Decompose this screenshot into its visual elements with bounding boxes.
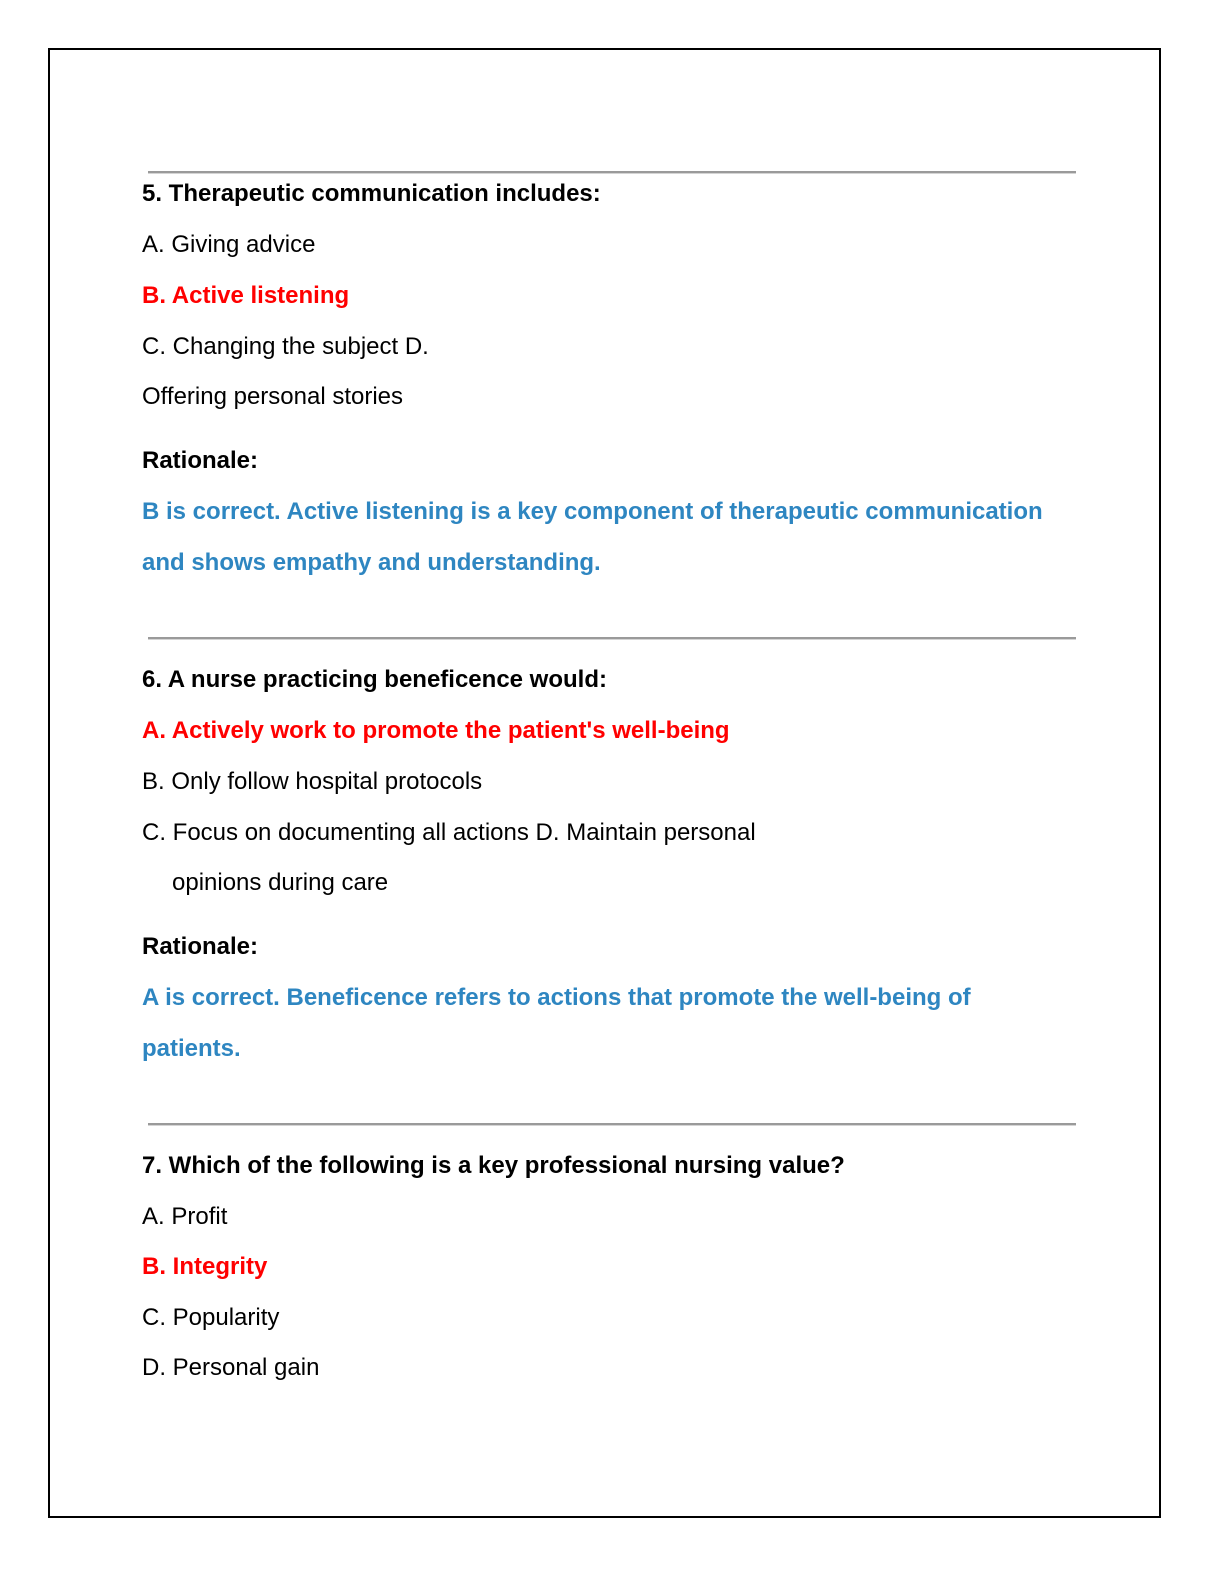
question-5-option-d: Offering personal stories (142, 383, 404, 410)
question-7-option-b-correct: B. Integrity (142, 1253, 268, 1280)
section-divider (148, 637, 1076, 640)
question-7-option-a: A. Profit (142, 1203, 228, 1230)
question-6-option-c: C. Focus on documenting all actions D. Maintain personal (142, 819, 756, 846)
question-7-title: 7. Which of the following is a key professional nursing value? (142, 1152, 845, 1179)
question-6-rationale-label: Rationale: (142, 933, 259, 960)
question-5-rationale-line-2: and shows empathy and understanding. (142, 549, 601, 576)
question-6-option-a-correct: A. Actively work to promote the patient's well-being (142, 717, 730, 744)
question-5-rationale-label: Rationale: (142, 447, 259, 474)
question-5-title: 5. Therapeutic communication includes: (142, 180, 601, 207)
question-6-title: 6. A nurse practicing beneficence would: (142, 666, 607, 693)
question-7-option-d: D. Personal gain (142, 1354, 320, 1381)
question-5-option-c: C. Changing the subject D. (142, 333, 429, 360)
section-divider (148, 171, 1076, 174)
question-5-option-a: A. Giving advice (142, 231, 316, 258)
question-5-rationale-line-1: B is correct. Active listening is a key component of therapeutic communication (142, 498, 1043, 525)
question-6-option-b: B. Only follow hospital protocols (142, 768, 483, 795)
question-7-option-c: C. Popularity (142, 1304, 280, 1331)
section-divider (148, 1123, 1076, 1126)
question-5-option-b-correct: B. Active listening (142, 282, 350, 309)
question-6-rationale-line-2: patients. (142, 1035, 241, 1062)
question-6-option-d: opinions during care (172, 869, 389, 896)
question-6-rationale-line-1: A is correct. Beneficence refers to actions that promote the well-being of (142, 984, 971, 1011)
